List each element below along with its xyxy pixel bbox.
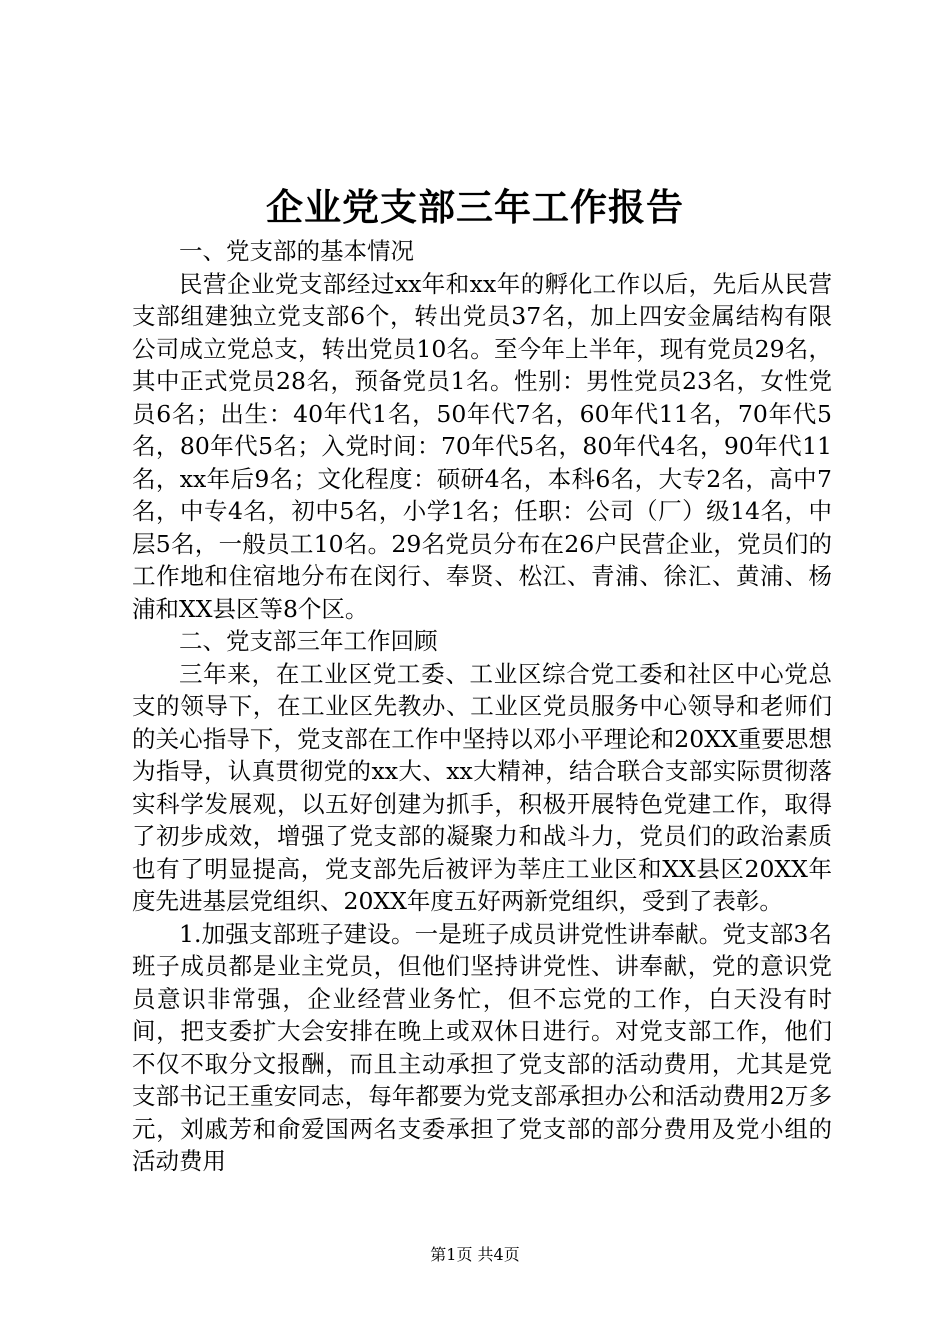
paragraph-review: 三年来，在工业区党工委、工业区综合党工委和社区中心党总支的领导下，在工业区先教办、工业区党员服务中心领导和老师们的关心指导下，党支部在工作中坚持以邓小平理论和20XX重要思想为指导，认真贯彻党的xx大、xx大精神，结合联合支部实际贯彻落实科学发展观，以五好创建为抓手，积极开展特色党建工作，取得了初步成效，增强了党支部的凝聚力和战斗力，党员们的政治素质也有了明显提高，党支部先后被评为莘庄工业区和XX县区20XX年度先进基层党组织、20XX年度五好两新党组织，受到了表彰。 <box>132 659 832 915</box>
paragraph-branch-building: 1.加强支部班子建设。一是班子成员讲党性讲奉献。党支部3名班子成员都是业主党员，但他们坚持讲党性、讲奉献，党的意识党员意识非常强，企业经营业务忙，但不忘党的工作，白天没有时间，把支委扩大会安排在晚上或双休日进行。对党支部工作，他们不仅不取分文报酬，而且主动承担了党支部的活动费用，尤其是党支部书记王重安同志，每年都要为党支部承担办公和活动费用2万多元，刘戚芳和俞爱国两名支委承担了党支部的部分费用及党小组的活动费用 <box>132 919 832 1175</box>
page-number: 第1页 共4页 <box>430 1245 520 1264</box>
section-heading-1: 一、党支部的基本情况 <box>179 237 414 265</box>
document-body <box>132 235 832 1178</box>
paragraph-basic-info: 民营企业党支部经过xx年和xx年的孵化工作以后，先后从民营支部组建独立党支部6个，转出党员37名，加上四安金属结构有限公司成立党总支，转出党员10名。至今年上半年，现有党员29名，其中正式党员28名，预备党员1名。性别：男性党员23名，女性党员6名；出生：40年代1名，50年代7名，60年代11名，70年代5名，80年代5名；入党时间：70年代5名，80年代4名，90年代11名，xx年后9名；文化程度：硕研4名，本科6名，大专2名，高中7名，中专4名，初中5名，小学1名；任职：公司（厂）级14名，中层5名，一般员工10名。29名党员分布在26户民营企业，党员们的工作地和住宿地分布在闵行、奉贤、松江、青浦、徐汇、黄浦、杨浦和XX县区等8个区。 <box>132 269 832 623</box>
document-title: 企业党支部三年工作报告 <box>266 185 684 229</box>
section-heading-2: 二、党支部三年工作回顾 <box>179 627 438 655</box>
